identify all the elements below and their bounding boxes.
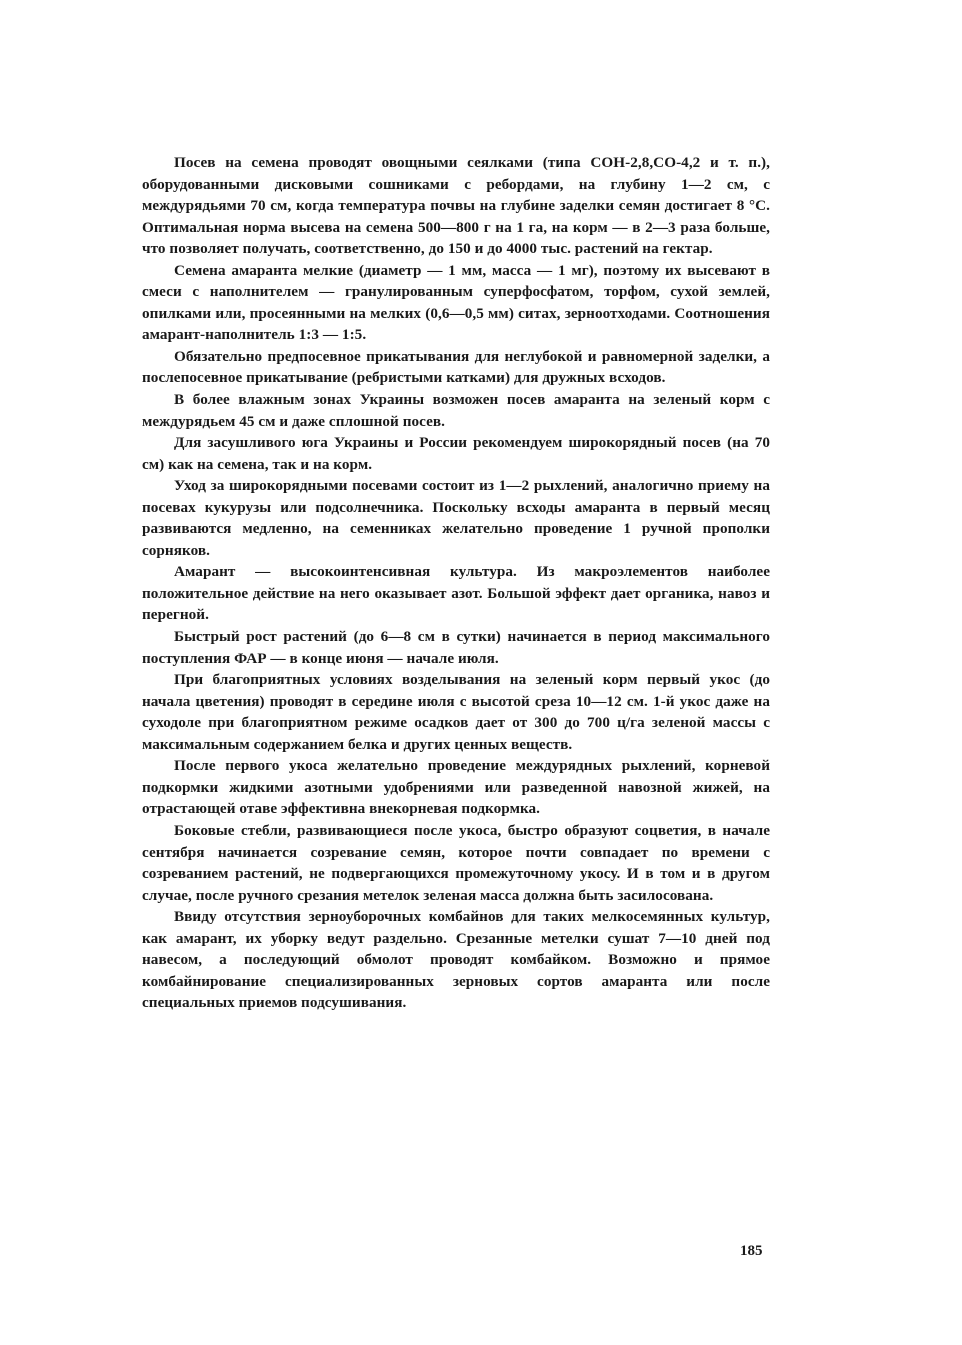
paragraph-rolling: Обязательно предпосевное прикатывания для неглубокой и равномерной заделки, а послепосевное прикатывание (ребристыми катками) для дружных всходов. [142,347,770,387]
paragraph-harvest: Ввиду отсутствия зерноуборочных комбайнов для таких мелкосемянных культур, как амарант, их уборку ведут раздельно. Срезанные метелки сушат 7—10 дней под навесом, а последующий обмолот проводят комбайком. Возможно и прямое комбайнирование специализированных зерновых сортов амаранта или после специальных приемов подсушивания. [142,908,770,1012]
paragraph-side-stems: Боковые стебли, развивающиеся после укоса, быстро образуют соцветия, в начале сентября начинается созревание семян, которое почти совпадает по времени с созреванием растений, не подвергающихся промежуточному укосу. И в том и в другом случае, после ручного срезания метелок зеленая масса должна быть засилосована. [142,821,770,904]
paragraph-growth: Быстрый рост растений (до 6—8 см в сутки) начинается в период максимального поступления ФАР — в конце июня — начале июля. [142,628,770,667]
paragraph-nutrition: Амарант — высокоинтенсивная культура. Из макроэлементов наиболее положительное действие на него оказывает азот. Большой эффект дает органика, навоз и перегной. [142,563,770,624]
page-number: 185 [740,1243,763,1259]
paragraph-after-cut: После первого укоса желательно проведение междурядных рыхлений, корневой подкормки жидкими азотными удобрениями или разведенной навозной жижей, на отрастающей отаве эффективна внекорневая подкормка. [142,757,770,818]
paragraph-humid-zones: В более влажным зонах Украины возможен посев амаранта на зеленый корм с междурядьем 45 см и даже сплошной посев. [142,391,770,430]
paragraph-sowing: Посев на семена проводят овощными сеялками (типа СОН-2,8,СО-4,2 и т. п.), оборудованными дисковыми сошниками с ребордами, на глубину 1—2 см, с междурядьями 70 см, когда температура почвы на глубине заделки семян достигает 8 °С. Оптимальная норма высева на семена 500—800 г на 1 га, на корм — в 2—3 раза больше, что позволяет получать, соответственно, до 150 и до 4000 тыс. растений на гектар. [142,154,770,258]
paragraph-arid-south: Для засушливого юга Украины и России рекомендуем широкорядный посев (на 70 см) как на семена, так и на корм. [142,434,770,473]
body-text [142,152,770,1014]
paragraph-first-cut: При благоприятных условиях возделывания на зеленый корм первый укос (до начала цветения) проводят в середине июля с высотой среза 10—12 см. 1-й укос даже на суходоле при благоприятном режиме осадков дает от 300 до 700 ц/га зеленой массы с максимальным содержанием белка и других ценных веществ. [142,671,770,753]
paragraph-seeds: Семена амаранта мелкие (диаметр — 1 мм, масса — 1 мг), поэтому их высевают в смеси с наполнителем — гранулированным суперфосфатом, торфом, сухой землей, опилками или, просеянными на мелких (0,6—0,5 мм) ситах, зерноотходами. Соотношения амарант-наполнитель 1:3 — 1:5. [142,261,770,344]
paragraph-care: Уход за широкорядными посевами состоит из 1—2 рыхлений, аналогично приему на посевах кукурузы или подсолнечника. Поскольку всходы амаранта в первый месяц развиваются медленно, на семенниках желательно проведение 1 ручной прополки сорняков. [142,477,770,559]
